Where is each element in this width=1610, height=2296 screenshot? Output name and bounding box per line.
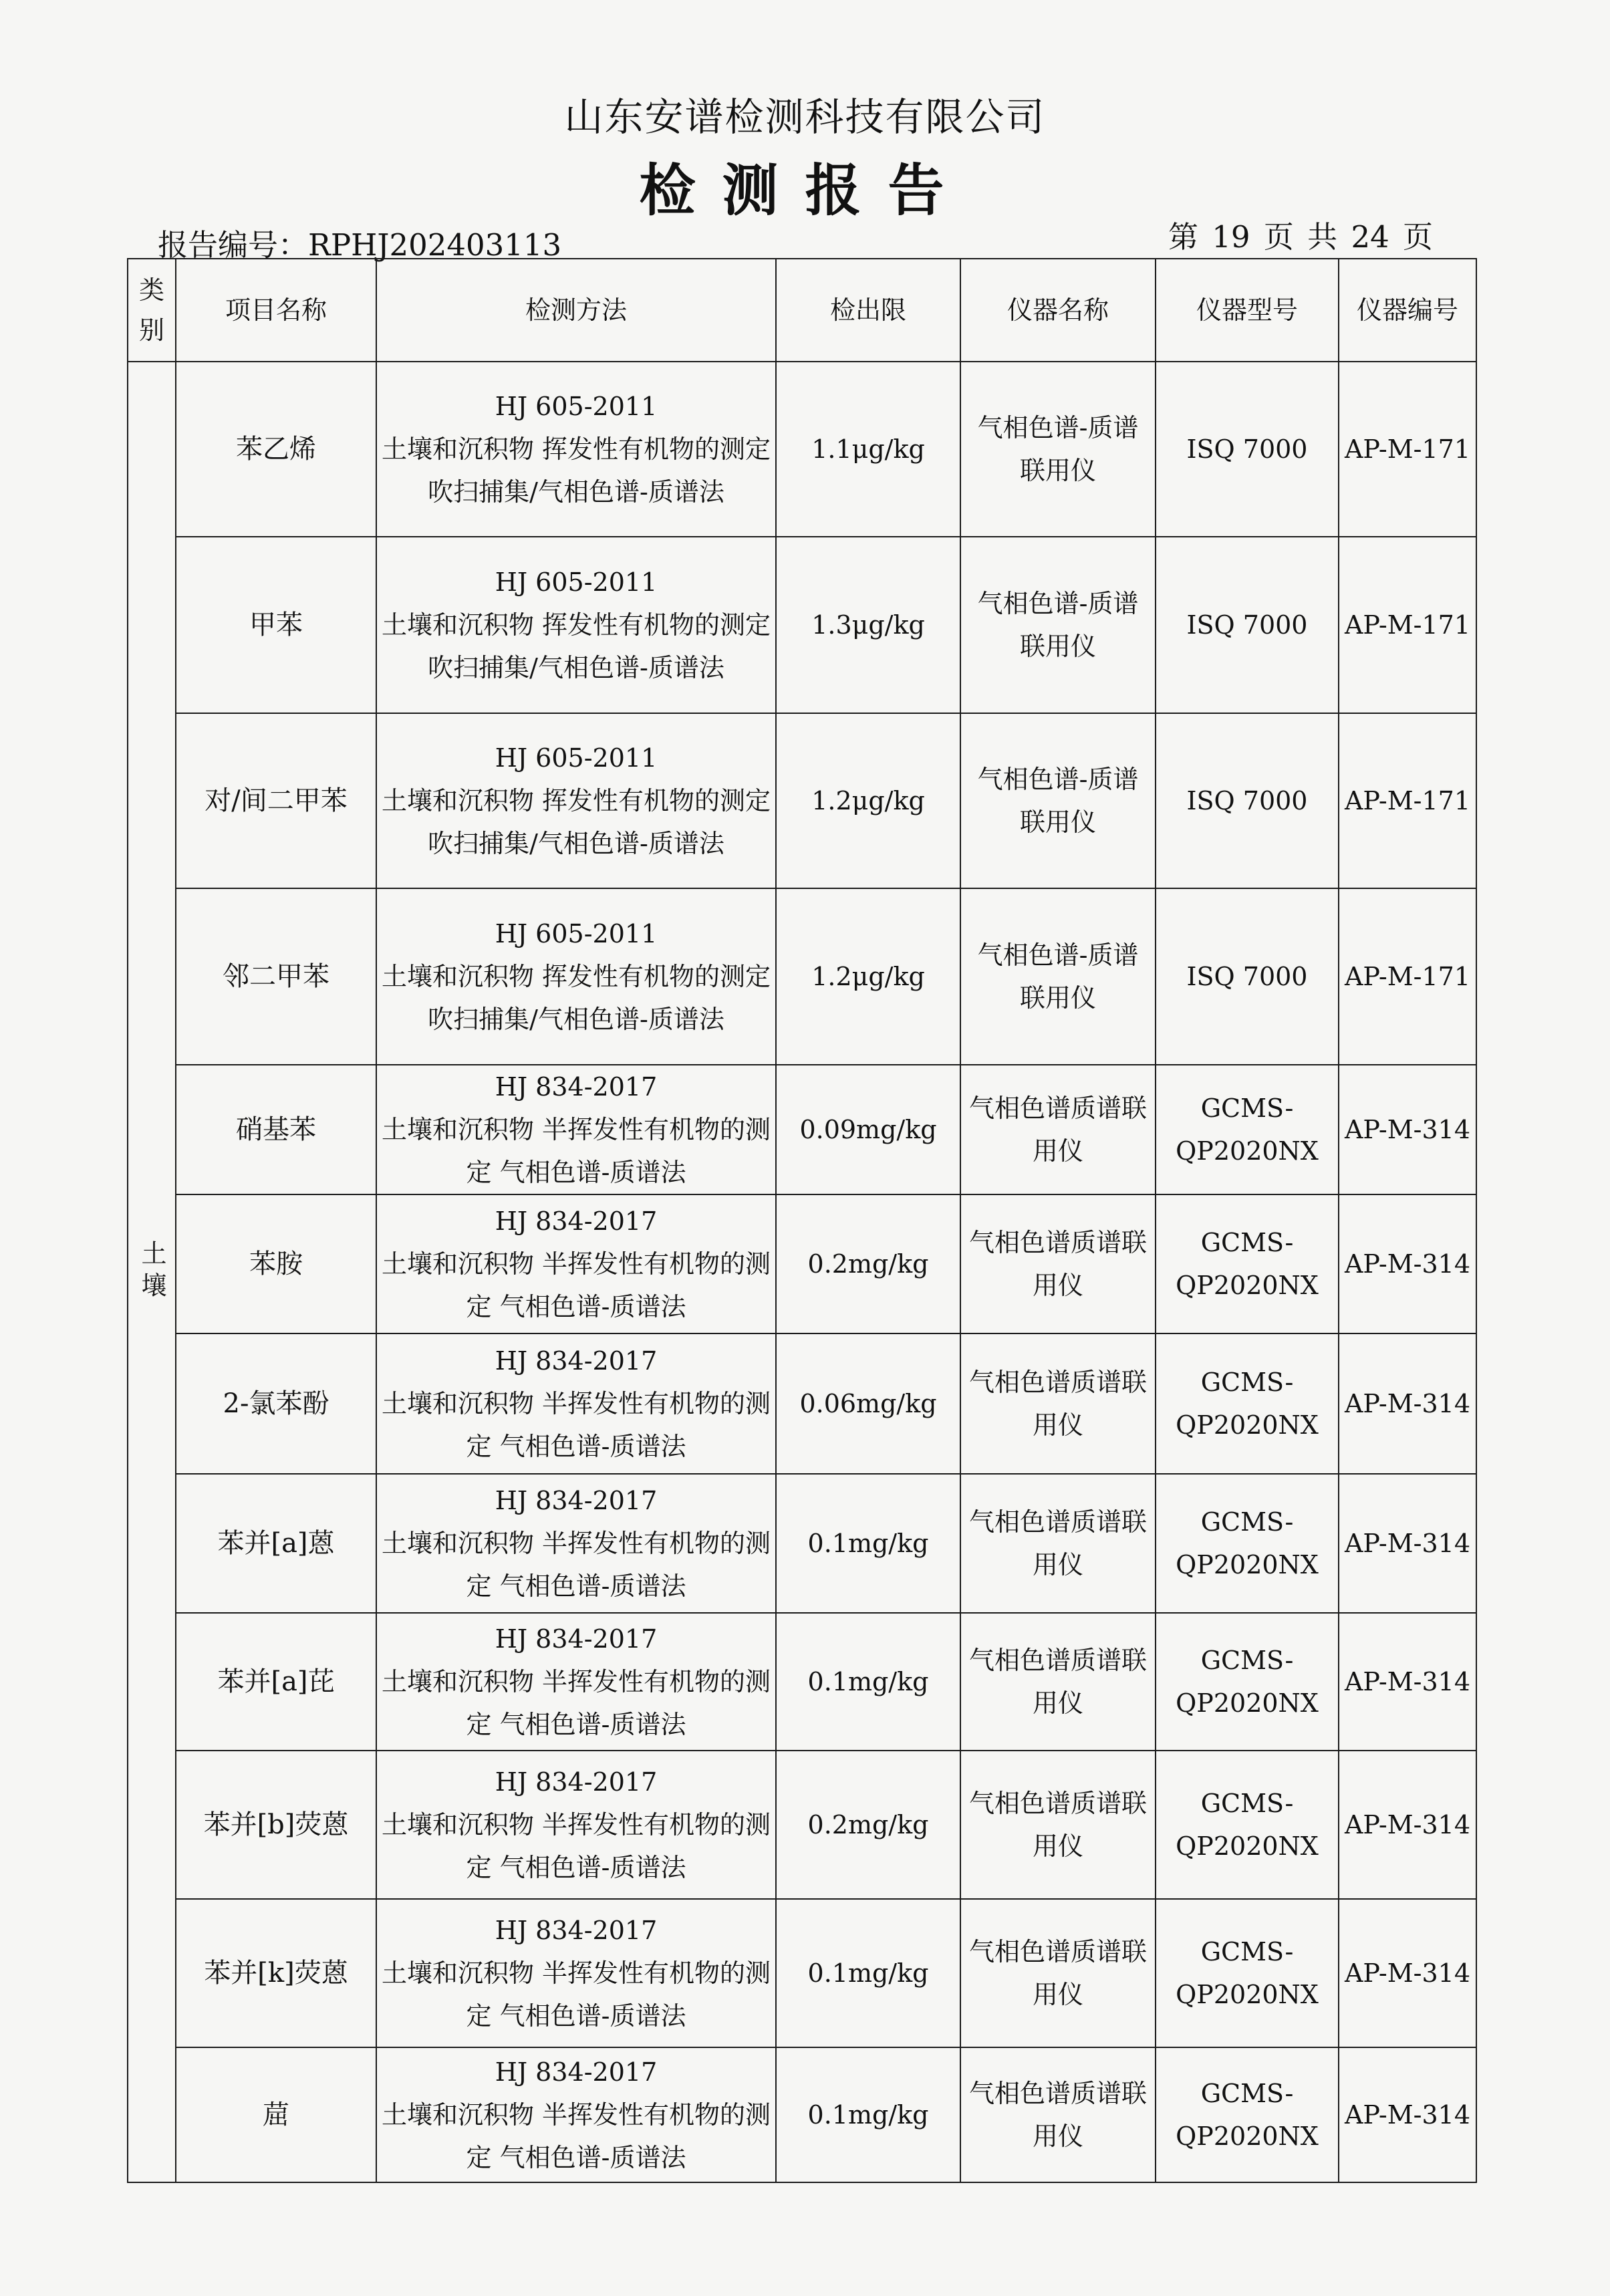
method-cell bbox=[376, 1474, 776, 1613]
instrument-model-cell: ISQ 7000 bbox=[1156, 888, 1339, 1065]
instrument-number-cell: AP-M-314 bbox=[1339, 1474, 1476, 1613]
detection-limit-cell: 0.2mg/kg bbox=[776, 1751, 960, 1899]
table-row bbox=[128, 1751, 1476, 1899]
instrument-model-cell: GCMS-QP2020NX bbox=[1156, 1474, 1339, 1613]
instrument-name-cell: 气相色谱-质谱联用仪 bbox=[960, 888, 1156, 1065]
detection-limit-cell: 0.2mg/kg bbox=[776, 1194, 960, 1333]
instrument-name-cell: 气相色谱质谱联用仪 bbox=[960, 1613, 1156, 1751]
instrument-model-cell: GCMS-QP2020NX bbox=[1156, 1899, 1339, 2047]
table-row bbox=[128, 1065, 1476, 1194]
method-standard: HJ 605-2011 bbox=[495, 919, 658, 948]
method-name: 土壤和沉积物 挥发性有机物的测定 吹扫捕集/气相色谱-质谱法 bbox=[381, 786, 771, 858]
header-instrument-no: 仪器编号 bbox=[1339, 259, 1476, 362]
method-name: 土壤和沉积物 半挥发性有机物的测定 气相色谱-质谱法 bbox=[381, 2100, 771, 2172]
item-name-cell: 2-氯苯酚 bbox=[176, 1333, 376, 1474]
item-name-cell: 甲苯 bbox=[176, 537, 376, 713]
method-standard: HJ 834-2017 bbox=[495, 1916, 658, 1945]
table-row bbox=[128, 1333, 1476, 1474]
item-name-cell: 硝基苯 bbox=[176, 1065, 376, 1194]
item-name-cell: 对/间二甲苯 bbox=[176, 713, 376, 888]
header-method: 检测方法 bbox=[376, 259, 776, 362]
method-name: 土壤和沉积物 挥发性有机物的测定 吹扫捕集/气相色谱-质谱法 bbox=[381, 962, 771, 1034]
method-standard: HJ 605-2011 bbox=[495, 743, 658, 773]
method-standard: HJ 834-2017 bbox=[495, 2057, 658, 2087]
method-name: 土壤和沉积物 半挥发性有机物的测定 气相色谱-质谱法 bbox=[381, 1529, 771, 1601]
instrument-name-cell: 气相色谱-质谱联用仪 bbox=[960, 713, 1156, 888]
report-number-value: RPHJ202403113 bbox=[308, 227, 562, 263]
item-name-cell: 苯乙烯 bbox=[176, 362, 376, 537]
detection-limit-cell: 1.2μg/kg bbox=[776, 888, 960, 1065]
instrument-number-cell: AP-M-171 bbox=[1339, 537, 1476, 713]
method-name: 土壤和沉积物 半挥发性有机物的测定 气相色谱-质谱法 bbox=[381, 1958, 771, 2031]
method-standard: HJ 834-2017 bbox=[495, 1767, 658, 1797]
instrument-name-cell: 气相色谱质谱联用仪 bbox=[960, 1899, 1156, 2047]
instrument-model-cell: GCMS-QP2020NX bbox=[1156, 1333, 1339, 1474]
detection-limit-cell: 0.1mg/kg bbox=[776, 1474, 960, 1613]
table-header-row bbox=[128, 259, 1476, 362]
detection-limit-cell: 0.1mg/kg bbox=[776, 1899, 960, 2047]
table-row bbox=[128, 713, 1476, 888]
item-name-cell: 苯胺 bbox=[176, 1194, 376, 1333]
method-standard: HJ 605-2011 bbox=[495, 567, 658, 597]
company-name: 山东安谱检测科技有限公司 bbox=[564, 94, 1046, 140]
instrument-number-cell: AP-M-171 bbox=[1339, 888, 1476, 1065]
item-name-cell: 苯并[k]荧蒽 bbox=[176, 1899, 376, 2047]
method-cell bbox=[376, 1194, 776, 1333]
method-cell bbox=[376, 1751, 776, 1899]
instrument-number-cell: AP-M-314 bbox=[1339, 1194, 1476, 1333]
detection-limit-cell: 0.1mg/kg bbox=[776, 1613, 960, 1751]
detection-limit-cell: 1.2μg/kg bbox=[776, 713, 960, 888]
method-cell bbox=[376, 362, 776, 537]
header-item: 项目名称 bbox=[176, 259, 376, 362]
table-row bbox=[128, 1474, 1476, 1613]
method-cell bbox=[376, 1899, 776, 2047]
instrument-model-cell: ISQ 7000 bbox=[1156, 362, 1339, 537]
item-name-cell: 苯并[b]荧蒽 bbox=[176, 1751, 376, 1899]
detection-limit-cell: 1.1μg/kg bbox=[776, 362, 960, 537]
table-row bbox=[128, 2047, 1476, 2182]
method-name: 土壤和沉积物 半挥发性有机物的测定 气相色谱-质谱法 bbox=[381, 1810, 771, 1882]
table-body bbox=[128, 362, 1476, 2182]
instrument-model-cell: GCMS-QP2020NX bbox=[1156, 1751, 1339, 1899]
method-cell bbox=[376, 1613, 776, 1751]
method-standard: HJ 834-2017 bbox=[495, 1206, 658, 1236]
method-cell bbox=[376, 1065, 776, 1194]
detection-limit-cell: 0.06mg/kg bbox=[776, 1333, 960, 1474]
header-category: 类别 bbox=[128, 259, 176, 362]
item-name-cell: 邻二甲苯 bbox=[176, 888, 376, 1065]
method-standard: HJ 834-2017 bbox=[495, 1072, 658, 1102]
table-row bbox=[128, 537, 1476, 713]
report-title: 检测报告 bbox=[639, 157, 971, 223]
method-standard: HJ 834-2017 bbox=[495, 1346, 658, 1376]
instrument-name-cell: 气相色谱-质谱联用仪 bbox=[960, 537, 1156, 713]
method-cell bbox=[376, 537, 776, 713]
table-row bbox=[128, 1194, 1476, 1333]
instrument-number-cell: AP-M-314 bbox=[1339, 1751, 1476, 1899]
instrument-name-cell: 气相色谱质谱联用仪 bbox=[960, 1194, 1156, 1333]
item-name-cell: 苯并[a]芘 bbox=[176, 1613, 376, 1751]
report-number-label: 报告编号： bbox=[158, 227, 309, 263]
header-limit: 检出限 bbox=[776, 259, 960, 362]
method-name: 土壤和沉积物 挥发性有机物的测定 吹扫捕集/气相色谱-质谱法 bbox=[381, 610, 771, 682]
item-name-cell: 䓛 bbox=[176, 2047, 376, 2182]
instrument-number-cell: AP-M-314 bbox=[1339, 1899, 1476, 2047]
method-cell bbox=[376, 2047, 776, 2182]
instrument-name-cell: 气相色谱质谱联用仪 bbox=[960, 1333, 1156, 1474]
instrument-name-cell: 气相色谱质谱联用仪 bbox=[960, 1751, 1156, 1899]
page-indicator: 第 19 页 共 24 页 bbox=[1168, 219, 1434, 255]
instrument-model-cell: ISQ 7000 bbox=[1156, 713, 1339, 888]
method-standard: HJ 834-2017 bbox=[495, 1624, 658, 1654]
header-instrument-name: 仪器名称 bbox=[960, 259, 1156, 362]
instrument-name-cell: 气相色谱质谱联用仪 bbox=[960, 1474, 1156, 1613]
instrument-number-cell: AP-M-171 bbox=[1339, 713, 1476, 888]
table-row bbox=[128, 1613, 1476, 1751]
instrument-number-cell: AP-M-314 bbox=[1339, 2047, 1476, 2182]
instrument-number-cell: AP-M-314 bbox=[1339, 1613, 1476, 1751]
instrument-model-cell: GCMS-QP2020NX bbox=[1156, 1065, 1339, 1194]
instrument-number-cell: AP-M-314 bbox=[1339, 1333, 1476, 1474]
instrument-name-cell: 气相色谱质谱联用仪 bbox=[960, 2047, 1156, 2182]
instrument-number-cell: AP-M-171 bbox=[1339, 362, 1476, 537]
results-table bbox=[127, 258, 1477, 2183]
instrument-name-cell: 气相色谱-质谱联用仪 bbox=[960, 362, 1156, 537]
method-cell bbox=[376, 713, 776, 888]
method-standard: HJ 605-2011 bbox=[495, 392, 658, 421]
method-name: 土壤和沉积物 半挥发性有机物的测定 气相色谱-质谱法 bbox=[381, 1667, 771, 1739]
method-name: 土壤和沉积物 半挥发性有机物的测定 气相色谱-质谱法 bbox=[381, 1115, 771, 1187]
table-row bbox=[128, 362, 1476, 537]
method-cell bbox=[376, 1333, 776, 1474]
table-row bbox=[128, 1899, 1476, 2047]
instrument-number-cell: AP-M-314 bbox=[1339, 1065, 1476, 1194]
item-name-cell: 苯并[a]蒽 bbox=[176, 1474, 376, 1613]
method-name: 土壤和沉积物 挥发性有机物的测定 吹扫捕集/气相色谱-质谱法 bbox=[381, 434, 771, 507]
instrument-model-cell: GCMS-QP2020NX bbox=[1156, 2047, 1339, 2182]
method-cell bbox=[376, 888, 776, 1065]
detection-limit-cell: 0.09mg/kg bbox=[776, 1065, 960, 1194]
method-name: 土壤和沉积物 半挥发性有机物的测定 气相色谱-质谱法 bbox=[381, 1389, 771, 1461]
instrument-model-cell: GCMS-QP2020NX bbox=[1156, 1613, 1339, 1751]
method-standard: HJ 834-2017 bbox=[495, 1486, 658, 1515]
header-instrument-model: 仪器型号 bbox=[1156, 259, 1339, 362]
category-cell: 土壤 bbox=[128, 362, 176, 2182]
instrument-name-cell: 气相色谱质谱联用仪 bbox=[960, 1065, 1156, 1194]
table-row bbox=[128, 888, 1476, 1065]
instrument-model-cell: ISQ 7000 bbox=[1156, 537, 1339, 713]
instrument-model-cell: GCMS-QP2020NX bbox=[1156, 1194, 1339, 1333]
detection-limit-cell: 1.3μg/kg bbox=[776, 537, 960, 713]
detection-limit-cell: 0.1mg/kg bbox=[776, 2047, 960, 2182]
method-name: 土壤和沉积物 半挥发性有机物的测定 气相色谱-质谱法 bbox=[381, 1249, 771, 1321]
